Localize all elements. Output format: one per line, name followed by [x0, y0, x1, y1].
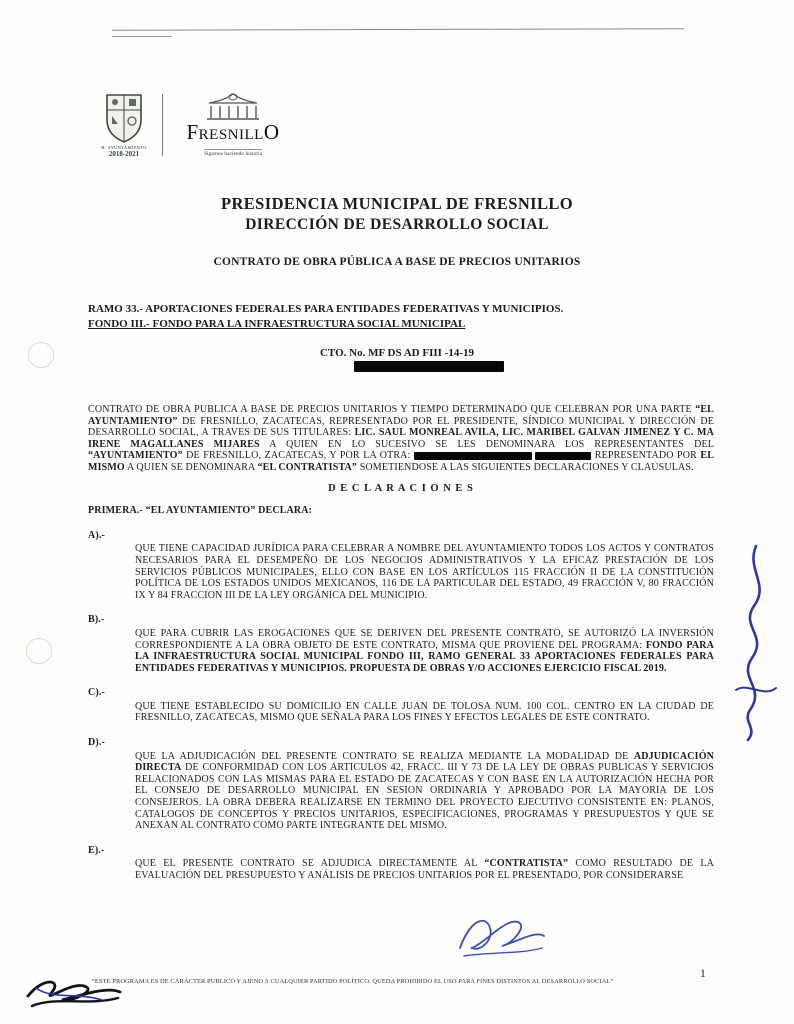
declaration-b-program-bold: FONDO PARA LA INFRAESTRUCTURA SOCIAL MUNICIPAL FONDO III, RAMO GENERAL 33 APORTACIONES FEDERALES PARA ENTIDADES FEDERATIVAS Y MUNICIPIOS. PROPUESTA DE OBRAS Y/O ACCIONES EJERCICIO FISCAL 2019.	[135, 639, 715, 674]
primera-declara: PRIMERA.- “EL AYUNTAMIENTO” DECLARA:	[88, 505, 313, 517]
party-contratista: “EL CONTRATISTA”	[257, 461, 358, 473]
declaration-c-text: QUE TIENE ESTABLECIDO SU DOMICILIO EN CALLE JUAN DE TOLOSA NUM. 100 COL. CENTRO EN LA CIUDAD DE FRESNILLO, ZACATECAS, MISMO QUE SEÑALA PARA LOS FINES Y EFECTOS LEGALES DE ESTE CONTRATO.	[135, 700, 714, 724]
declaration-a-text: QUE TIENE CAPACIDAD JURÍDICA PARA CELEBRAR A NOMBRE DEL AYUNTAMIENTO TODOS LOS ACTOS Y CONTRATOS NECESARIOS PARA EL DESEMPEÑO DE LOS NEGOCIOS ADMINISTRATIVOS Y LA EFICAZ PRESTACIÓN DE LOS SERVICIOS PÚBLICOS MUNICIPALES, ELLO CON BASE EN LOS ARTÍCULOS 115 FRACCIÓN II DE LA CONSTITUCIÓN POLÍTICA DE LOS ESTADOS UNIDOS MEXICANOS, 116 DE LA PARTICULAR DEL ESTADO, 49 FRACCIÓN V, 80 FRACCIÓN IX Y 84 FRACCION III DE LA LEY ORGÁNICA DEL MUNICIPIO.	[135, 543, 714, 601]
declaration-e-pre: QUE EL PRESENTE CONTRATO SE ADJUDICA DIRECTAMENTE AL	[135, 858, 485, 870]
declaration-e-post: COMO RESULTADO DE LA EVALUACIÓN DEL PRESUPUESTO Y ANÁLISIS DE PRECIOS UNITARIOS POR EL PRESENTADO, POR CONSIDERARSE	[135, 858, 714, 881]
logo-divider	[162, 94, 163, 156]
el-mismo-bold: EL MISMO	[88, 450, 715, 473]
fresnillo-tagline: Sigamos haciendo historia	[203, 151, 263, 157]
signature-bottom-center	[452, 908, 552, 964]
header-logos	[96, 92, 293, 172]
declaration-e-text	[135, 858, 714, 881]
declaration-b-label: B).-	[88, 614, 105, 626]
declaration-d-post: DE CONFORMIDAD CON LOS ARTICULOS 42, FRACC. III Y 73 DE LA LEY DE OBRAS PUBLICAS Y SERVICIOS RELACIONADOS CON LAS MISMAS PARA EL ESTADO DE ZACATECAS Y CON BASE EN LA AUTORIZACIÓN HECHA POR EL CONSEJO DE DESARROLLO MUNICIPAL EN SESION ORDINARIA Y APROBADO POR LA MAYORIA DE LOS CONSEJEROS. LA OBRA DEBERA REALIZARSE EN TERMINO DEL PROYECTO EJECUTIVO CONSISTENTE EN: PLANOS, CATALOGOS DE CONCEPTOS Y PRECIOS UNITARIOS, ESPECIFICACIONES, PROGRAMAS Y PRESUPUESTOS Y QUE SE ANEXAN AL CONTRATO COMO PARTE INTEGRANTE DEL MISMO.	[135, 762, 714, 832]
municipal-crest-logo	[96, 92, 152, 158]
intro-text: A QUIEN SE DENOMINARA	[124, 461, 258, 473]
declaration-b-pre: QUE PARA CUBRIR LAS EROGACIONES QUE SE DERIVEN DEL PRESENTE CONTRATO, SE AUTORIZÓ LA INVERSIÓN CORRESPONDIENTE A LA OBRA OBJETO DE ESTE CONTRATO, MISMA QUE PROVIENE DEL PROGRAMA:	[135, 627, 714, 651]
intro-text: CONTRATO DE OBRA PUBLICA A BASE DE PRECIOS UNITARIOS Y TIEMPO DETERMINADO QUE CELEBRAN POR UNA PARTE	[88, 404, 696, 415]
hole-punch-artifact	[26, 638, 52, 664]
signature-right-margin	[718, 540, 788, 750]
declaration-e-label: E).-	[88, 844, 105, 856]
intro-text: SOMETIENDOSE A LAS SIGUIENTES DECLARACIONES Y CLAUSULAS.	[357, 461, 694, 473]
document-body	[88, 404, 714, 882]
program-block	[88, 302, 716, 331]
redaction-bar-contractor-name-2	[535, 452, 591, 460]
declaration-e-contratista-bold: “CONTRATISTA”	[484, 858, 569, 870]
declaration-d-label: D).-	[88, 737, 105, 749]
contract-number-value: MF DS AD FIII -14-19	[368, 347, 475, 359]
declaration-d-text	[135, 751, 714, 832]
fresnillo-logo	[173, 92, 293, 160]
footer-disclaimer: “ESTE PROGRAMA ES DE CARÁCTER PUBLICO Y AJENO A CUALQUIER PARTIDO POLÍTICO. QUEDA PROHIBIDO EL USO PARA FINES DISTINTOS AL DESARROLLO SOCIAL”	[92, 978, 614, 985]
party-ayuntamiento: “EL AYUNTAMIENTO”	[88, 404, 714, 427]
fondo-line: FONDO III.- FONDO PARA LA INFRAESTRUCTURA SOCIAL MUNICIPAL	[88, 317, 466, 330]
declaration-c-label: C).-	[88, 687, 105, 699]
ramo-line: RAMO 33.- APORTACIONES FEDERALES PARA ENTIDADES FEDERATIVAS Y MUNICIPIOS.	[88, 303, 564, 315]
intro-text: REPRESENTADO POR	[591, 450, 701, 462]
party-ayuntamiento-short: “AYUNTAMIENTO”	[88, 450, 183, 462]
declaration-d-pre: QUE LA ADJUDICACIÓN DEL PRESENTE CONTRATO SE REALIZA MEDIANTE LA MODALIDAD DE	[135, 750, 634, 762]
signature-bottom-left	[22, 966, 127, 1021]
page-number: 1	[700, 968, 706, 980]
document-title-line1: PRESIDENCIA MUNICIPAL DE FRESNILLO	[220, 194, 574, 213]
building-icon	[201, 92, 265, 122]
redaction-bar-contractor-name	[414, 452, 532, 460]
scan-artifact-line	[112, 28, 684, 30]
intro-text: A QUIEN EN LO SUCESIVO SE LES DENOMINARA LOS REPRESENTANTES DEL	[259, 438, 714, 450]
intro-paragraph	[88, 404, 714, 474]
officials-names: LIC. SAUL MONREAL AVILA, LIC. MARIBEL GALVAN JIMENEZ Y C. MA IRENE MAGALLANES MIJARES	[88, 427, 714, 450]
document-subtitle: CONTRATO DE OBRA PÚBLICA A BASE DE PRECIOS UNITARIOS	[213, 256, 581, 268]
declaration-d-adjudicacion-bold: ADJUDICACIÓN DIRECTA	[135, 750, 714, 774]
intro-text: DE FRESNILLO, ZACATECAS, Y POR LA OTRA:	[182, 450, 414, 462]
redaction-bar-contract	[354, 361, 504, 372]
declaration-a-label: A).-	[88, 529, 105, 541]
intro-text: DE FRESNILLO, ZACATECAS, REPRESENTADO POR EL PRESIDENTE, SÍNDICO MUNICIPAL Y DIRECCIÓN DE DESARROLLO SOCIAL, A TRAVES DE SUS TITULARES:	[88, 415, 714, 439]
contract-number-line	[0, 347, 794, 359]
scan-artifact-line-short	[112, 36, 172, 37]
fresnillo-wordmark: FresnillO	[186, 120, 280, 144]
crest-years: 2018-2021	[108, 150, 140, 158]
crest-shield-icon	[103, 92, 145, 144]
crest-caption: H. AYUNTAMIENTO	[101, 145, 147, 150]
contract-number-label: CTO. No.	[319, 347, 369, 359]
declarations-heading: D E C L A R A C I O N E S	[328, 482, 474, 494]
document-title-line2: DIRECCIÓN DE DESARROLLO SOCIAL	[245, 216, 549, 233]
declaration-b-text	[135, 628, 714, 674]
